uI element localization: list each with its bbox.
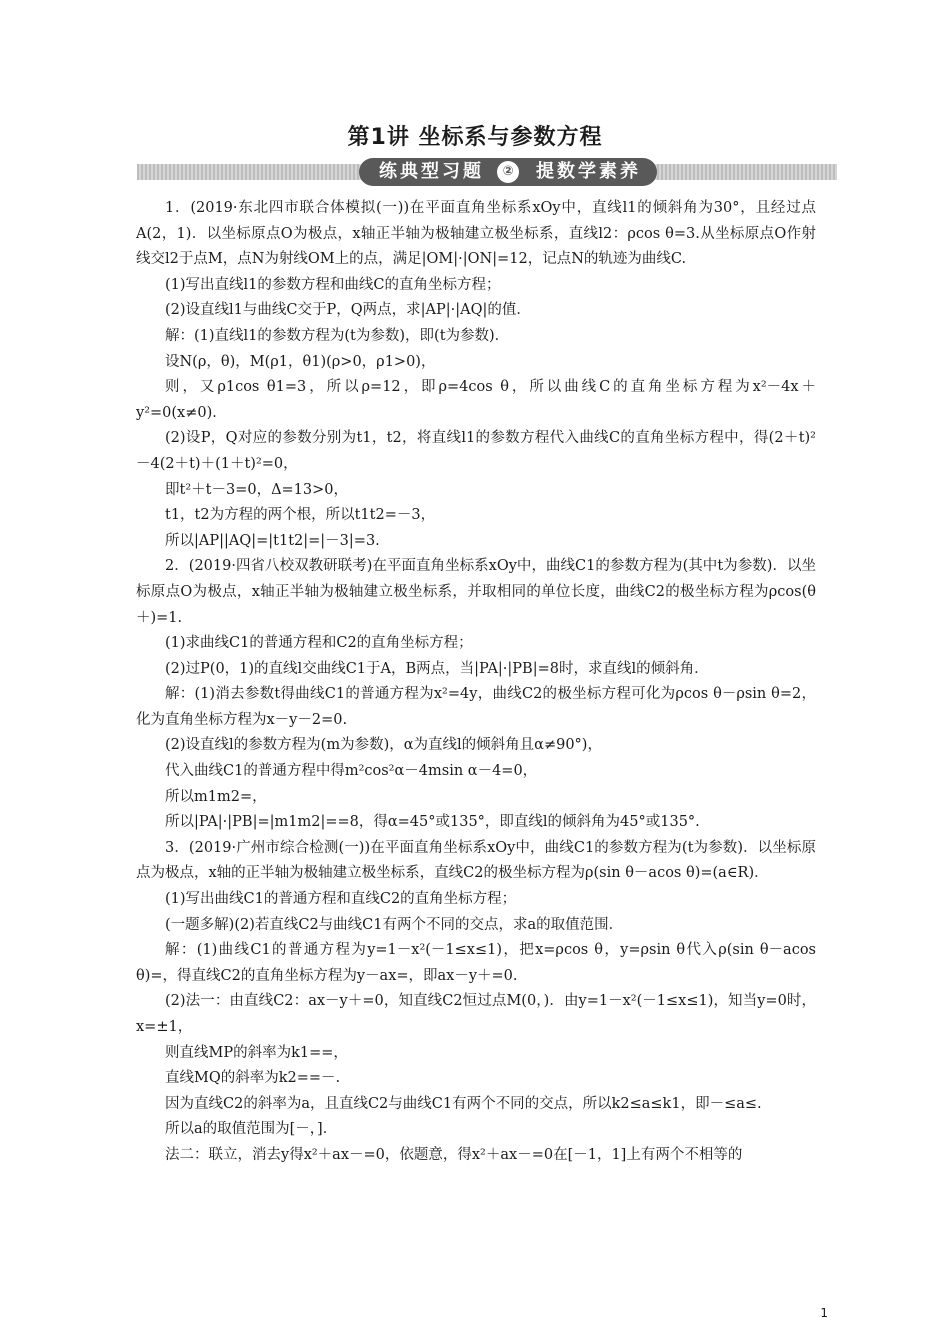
paragraph: 所以|PA|·|PB|=|m1m2|==8，得α=45°或135°，即直线l的倾斜角为45°或135°. [165,814,700,831]
paragraph: (1)求曲线C1的普通方程和C2的直角坐标方程； [165,635,473,652]
paragraph: (2)设P，Q对应的参数分别为t1，t2，将直线l1的参数方程代入曲线C的直角坐标方程中，得(2＋t)²－4(2＋t)＋(1＋t)²=0， [136,430,816,472]
paragraph: (一题多解)(2)若直线C2与曲线C1有两个不同的交点，求a的取值范围． [165,916,624,933]
paragraph: 设N(ρ，θ)，M(ρ1，θ1)(ρ>0，ρ1>0)， [165,353,436,370]
paragraph: 即t²＋t－3=0，Δ=13>0， [165,481,349,498]
paragraph: 解：(1)消去参数t得曲线C1的普通方程为x²=4y，曲线C2的极坐标方程可化为ρcos θ－ρsin θ=2，化为直角坐标方程为x－y－2=0. [136,686,816,728]
paragraph: 则直线MP的斜率为k1==， [165,1044,348,1061]
paragraph: (1)写出曲线C1的普通方程和直线C2的直角坐标方程； [165,891,517,908]
paragraph: 因为直线C2的斜率为a，且直线C2与曲线C1有两个不同的交点，所以k2≤a≤k1，即－≤a≤. [165,1095,762,1112]
paragraph: 代入曲线C1的普通方程中得m²cos²α－4msin α－4=0， [165,763,538,780]
banner-left-text: 练典型习题 [379,161,484,182]
paragraph: 所以m1m2=， [165,788,267,805]
paragraph: (2)法一：由直线C2：ax－y＋=0，知直线C2恒过点M(0，)．由y=1－x²(－1≤x≤1)，知当y=0时，x=±1， [136,993,816,1035]
paragraph: 解：(1)直线l1的参数方程为(t为参数)，即(t为参数)． [165,327,510,344]
banner-right-text: 提数学素养 [536,161,641,182]
banner-pill [359,158,657,186]
paragraph: 3．(2019·广州市综合检测(一))在平面直角坐标系xOy中，曲线C1的参数方程为(t为参数)．以坐标原点为极点，x轴的正半轴为极轴建立极坐标系，直线C2的极坐标方程为ρ(sin θ－acos θ)=(a∈R)． [136,839,816,882]
banner-number-icon: ② [497,161,519,183]
paragraph: 1．(2019·东北四市联合体模拟(一))在平面直角坐标系xOy中，直线l1的倾斜角为30°，且经过点A(2，1)．以坐标原点O为极点，x轴正半轴为极轴建立极坐标系，直线l2：ρcos θ=3.从坐标原点O作射线交l2于点M，点N为射线OM上的点，满足|OM|·|ON|=12，记点N的轨迹为曲线C. [136,200,816,268]
paragraph: (1)写出直线l1的参数方程和曲线C的直角坐标方程； [165,276,501,293]
page-number: 1 [820,1306,828,1320]
paragraph: t1，t2为方程的两个根，所以t1t2=－3， [165,507,436,524]
paragraph: 直线MQ的斜率为k2==－. [165,1070,341,1087]
paragraph: 解：(1)曲线C1的普通方程为y=1－x²(－1≤x≤1)，把x=ρcos θ，y=ρsin θ代入ρ(sin θ－acos θ)=，得直线C2的直角坐标方程为y－ax=，即ax－y＋=0. [136,942,816,984]
page-title: 第1讲 坐标系与参数方程 [347,125,603,150]
paragraph: 所以|AP||AQ|=|t1t2|=|－3|=3. [165,532,380,549]
paragraph: 则，又ρ1cos θ1=3，所以ρ=12，即ρ=4cos θ，所以曲线C的直角坐标方程为x²－4x＋y²=0(x≠0)． [136,379,816,421]
section-banner [137,158,837,186]
paragraph: 2．(2019·四省八校双教研联考)在平面直角坐标系xOy中，曲线C1的参数方程为(其中t为参数)．以坐标原点O为极点，x轴正半轴为极轴建立极坐标系，并取相同的单位长度，曲线C2的极坐标方程为ρcos(θ＋)=1. [136,558,816,626]
paragraph: (2)设直线l的参数方程为(m为参数)，α为直线l的倾斜角且α≠90°)， [165,737,602,754]
paragraph: 所以a的取值范围为[－，]． [165,1121,338,1138]
paragraph: (2)过P(0，1)的直线l交曲线C1于A，B两点，当|PA|·|PB|=8时，求直线l的倾斜角． [165,660,709,677]
paragraph: 法二：联立，消去y得x²＋ax－=0，依题意，得x²＋ax－=0在[－1，1]上有两个不相等的 [165,1146,743,1163]
document-body [136,196,816,1169]
paragraph: (2)设直线l1与曲线C交于P，Q两点，求|AP|·|AQ|的值． [165,302,531,319]
